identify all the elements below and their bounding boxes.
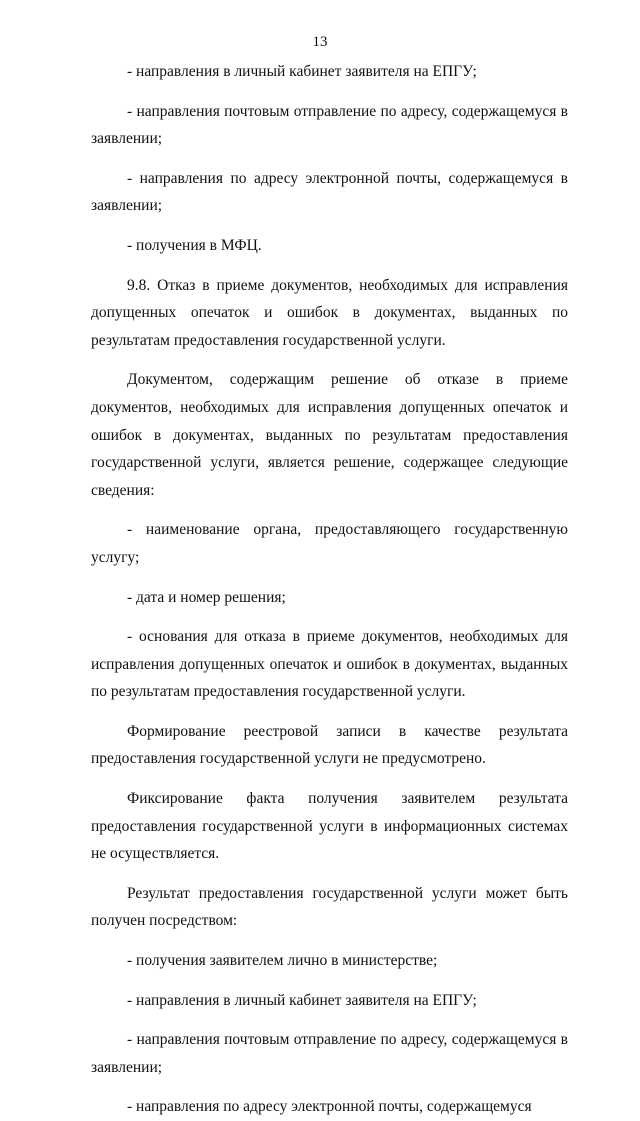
paragraph-11: Фиксирование факта получения заявителем результата предоставления государственной услуги в информационных системах не осуществляется. bbox=[91, 790, 568, 863]
paragraph-7: - наименование органа, предоставляющего государственную услугу; bbox=[91, 521, 568, 566]
document-body bbox=[91, 58, 568, 1121]
paragraph-9: - основания для отказа в приеме документов, необходимых для исправления допущенных опечаток и ошибок в документах, выданных по результатам предоставления государственной услуги. bbox=[91, 628, 568, 701]
paragraph-4: - получения в МФЦ. bbox=[127, 236, 262, 254]
paragraph-8: - дата и номер решения; bbox=[127, 588, 286, 606]
page-number: 13 bbox=[312, 34, 328, 50]
paragraph-2: - направления почтовым отправление по адресу, содержащемуся в заявлении; bbox=[91, 102, 568, 148]
paragraph-15: - направления почтовым отправление по адресу, содержащемуся в заявлении; bbox=[91, 1031, 568, 1076]
paragraph-5: 9.8. Отказ в приеме документов, необходимых для исправления допущенных опечаток и ошибок в документах, выданных по результатам предоставления государственной услуги. bbox=[91, 276, 568, 349]
paragraph-1: - направления в личный кабинет заявителя на ЕПГУ; bbox=[127, 63, 477, 80]
paragraph-3: - направления по адресу электронной почты, содержащемуся в заявлении; bbox=[91, 169, 568, 215]
paragraph-14: - направления в личный кабинет заявителя на ЕПГУ; bbox=[127, 991, 477, 1009]
paragraph-10: Формирование реестровой записи в качестве результата предоставления государственной услуги не предусмотрено. bbox=[91, 722, 568, 768]
paragraph-12: Результат предоставления государственной услуги может быть получен посредством: bbox=[91, 884, 568, 930]
paragraph-6: Документом, содержащим решение об отказе в приеме документов, необходимых для исправления допущенных опечаток и ошибок в документах, выданных по результатам предоставления государственной услуги, является решение, содержащее следующие сведения: bbox=[91, 371, 568, 499]
paragraph-16: - направления по адресу электронной почты, содержащемуся bbox=[127, 1098, 532, 1116]
paragraph-13: - получения заявителем лично в министерстве; bbox=[127, 952, 438, 970]
